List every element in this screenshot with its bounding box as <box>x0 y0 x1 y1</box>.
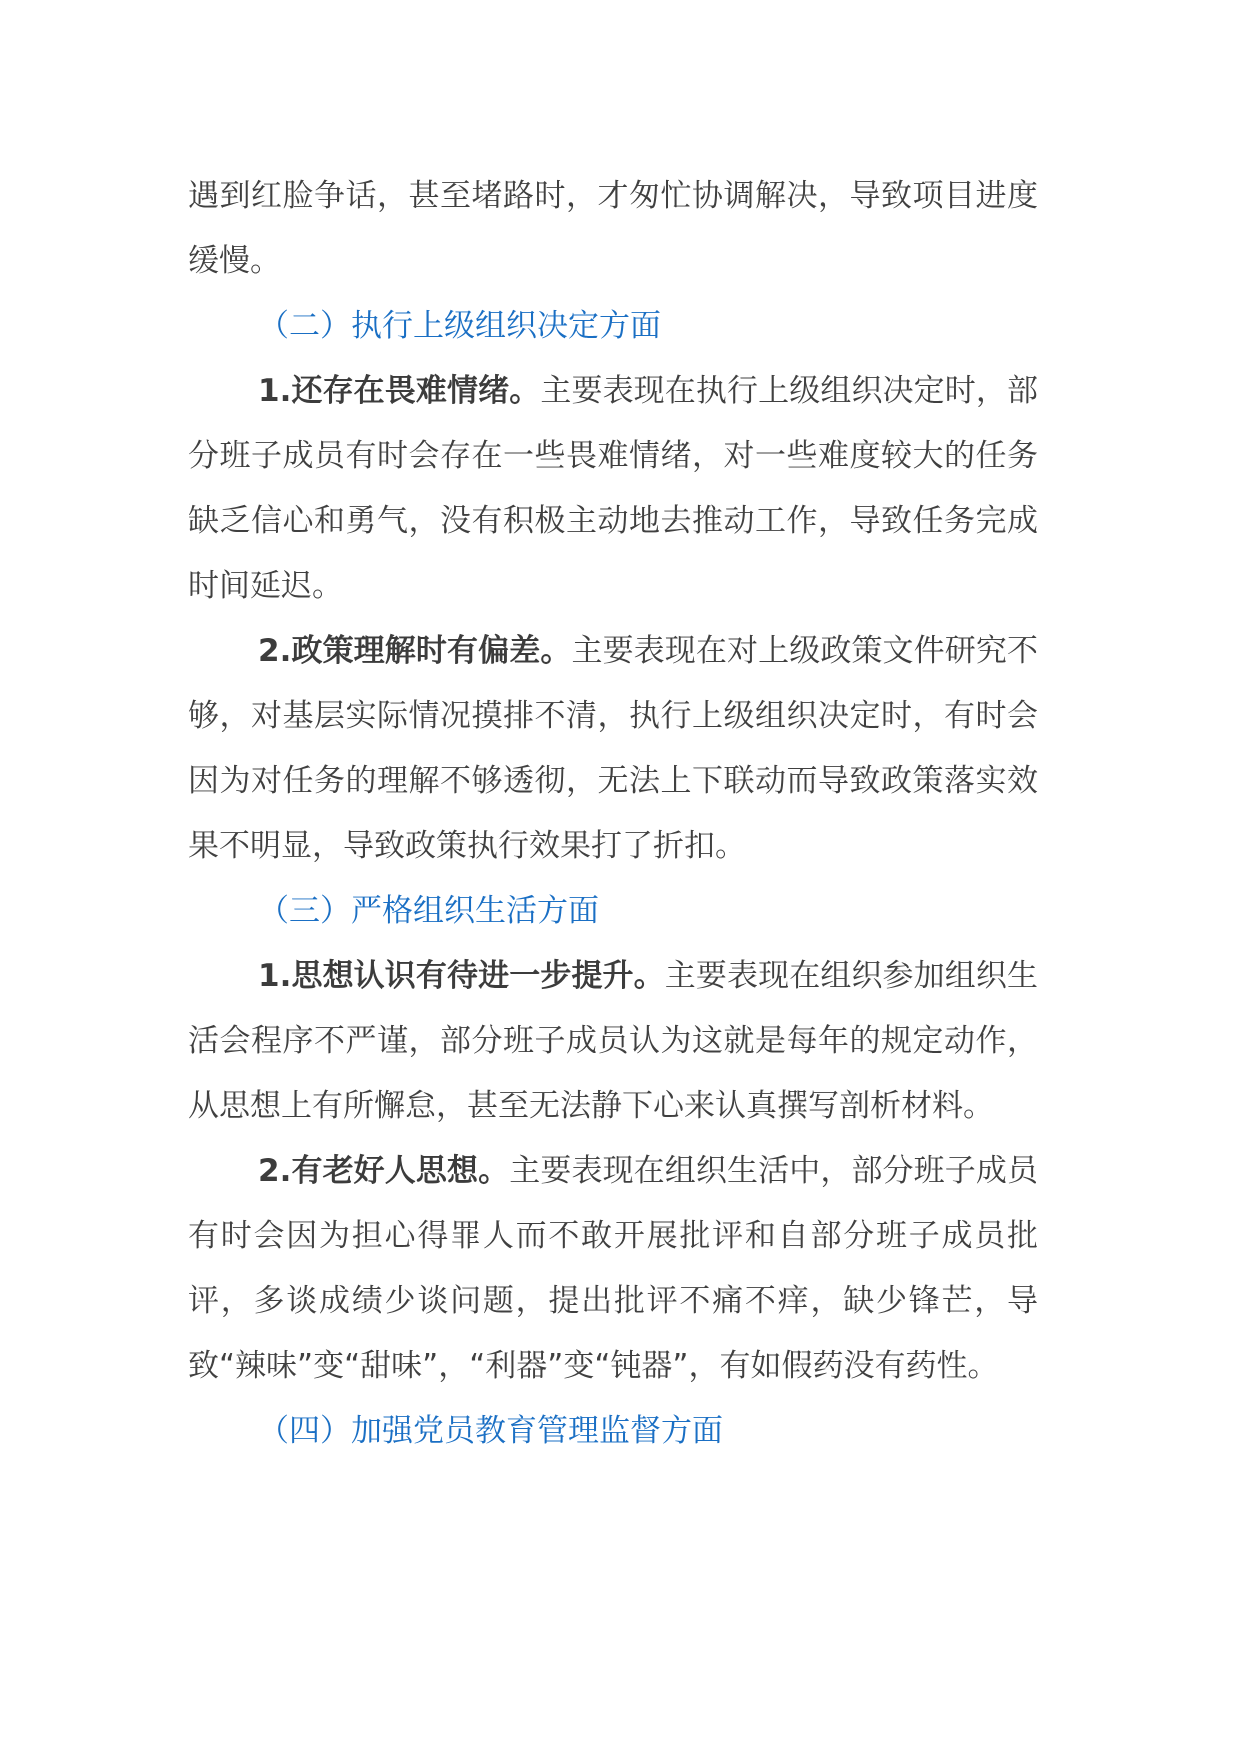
paragraph-3-1 <box>188 944 1038 1139</box>
paragraph-body: 主要表现在对上级政策文件研究不够，对基层实际情况摸排不清，执行上级组织决定时，有时会因为对任务的理解不够透彻，无法上下联动而导致政策落实效果不明显，导致政策执行效果打了折扣。 <box>188 633 1038 864</box>
paragraph-body: 主要表现在组织生活中，部分班子成员有时会因为担心得罪人而不敢开展批评和自部分班子成员批评，多谈成绩少谈问题，提出批评不痛不痒，缺少锋芒，导致“辣味”变“甜味”，“利器”变“钝器”，有如假药没有药性。 <box>188 1153 1038 1384</box>
paragraph-lead: 1.思想认识有待进一步提升。 <box>258 958 665 994</box>
section-heading-3: （三）严格组织生活方面 <box>258 893 599 929</box>
paragraph-body: 主要表现在执行上级组织决定时，部分班子成员有时会存在一些畏难情绪，对一些难度较大的任务缺乏信心和勇气，没有积极主动地去推动工作，导致任务完成时间延迟。 <box>188 373 1038 604</box>
section-heading-4: （四）加强党员教育管理监督方面 <box>258 1413 723 1449</box>
section-heading-2: （二）执行上级组织决定方面 <box>258 308 661 344</box>
paragraph-lead: 2.有老好人思想。 <box>258 1153 510 1189</box>
paragraph-lead: 1.还存在畏难情绪。 <box>258 373 541 409</box>
paragraph-2-2 <box>188 619 1038 879</box>
continued-paragraph: 遇到红脸争话，甚至堵路时，才匆忙协调解决，导致项目进度缓慢。 <box>188 178 1038 279</box>
paragraph-2-1 <box>188 359 1038 619</box>
paragraph-body: 主要表现在组织参加组织生活会程序不严谨，部分班子成员认为这就是每年的规定动作，从思想上有所懈怠，甚至无法静下心来认真撰写剖析材料。 <box>188 958 1038 1124</box>
paragraph-3-2 <box>188 1139 1038 1399</box>
document-body <box>188 164 1038 1464</box>
paragraph-lead: 2.政策理解时有偏差。 <box>258 633 572 669</box>
